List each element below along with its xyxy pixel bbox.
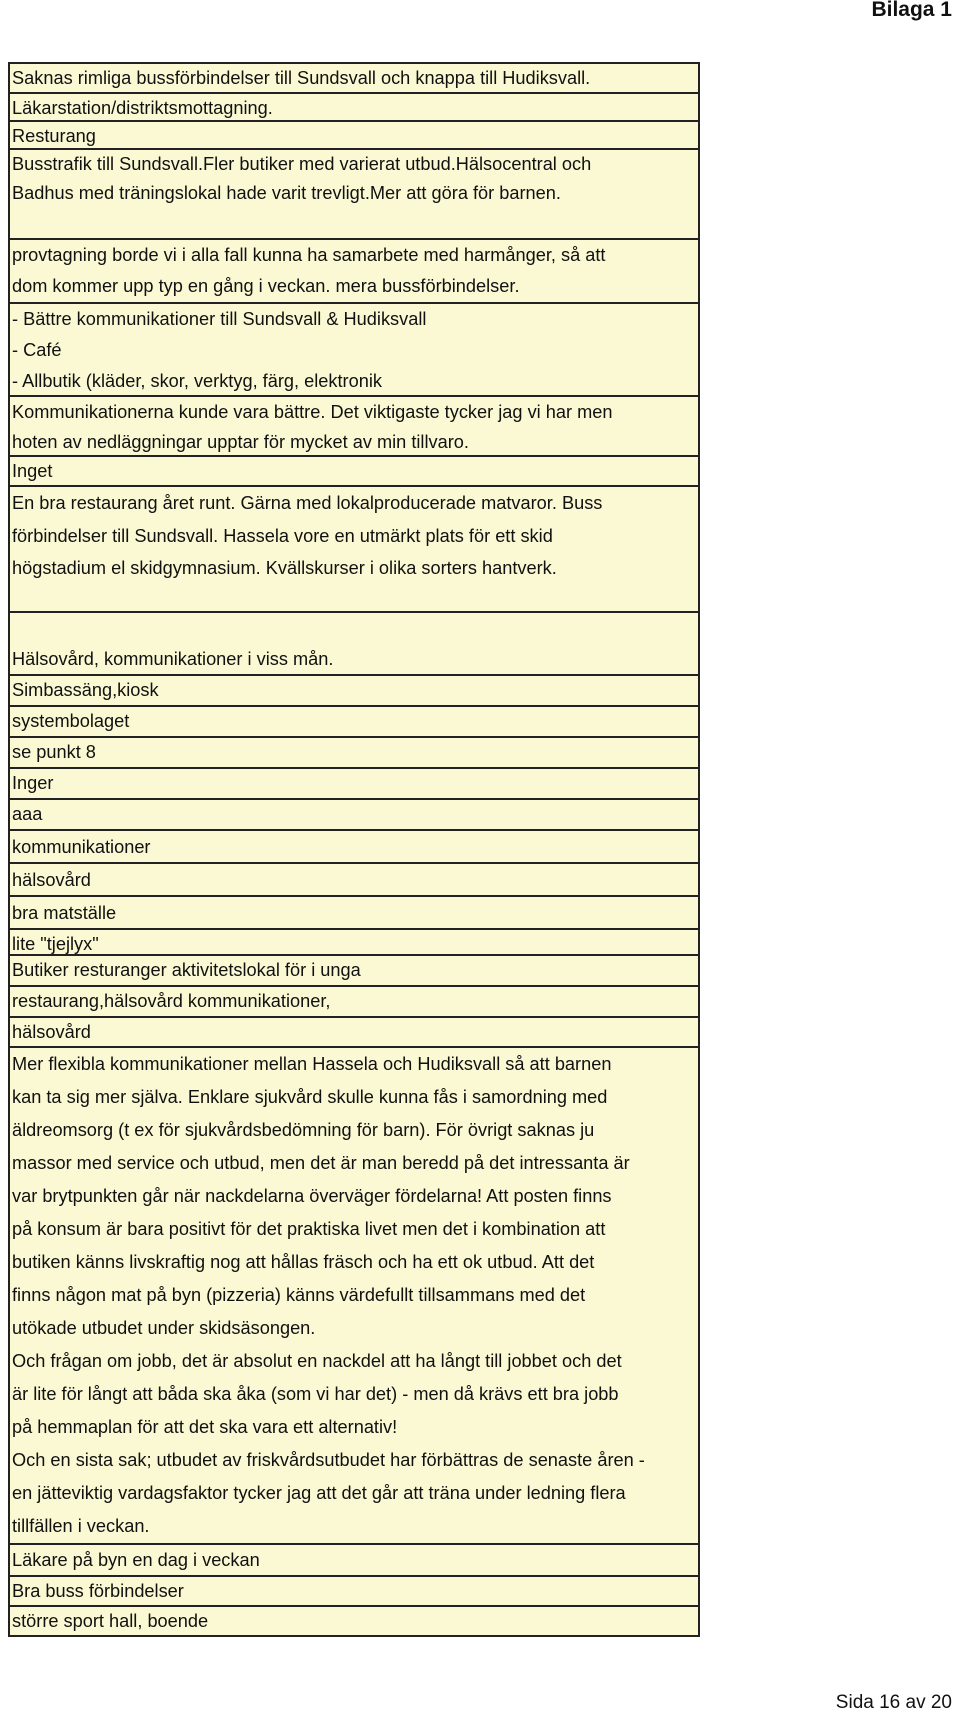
cell-text: hälsovård [12, 1022, 91, 1042]
cell-text: Inget [12, 461, 53, 481]
table-row [8, 94, 700, 122]
table-row [8, 487, 700, 613]
cell-text: tillfällen i veckan. [12, 1516, 150, 1536]
cell-text: utökade utbudet under skidsäsongen. [12, 1318, 316, 1338]
table-row [8, 1048, 700, 1545]
cell-text: Badhus med träningslokal hade varit trevligt.Mer att göra för barnen. [12, 183, 561, 203]
cell-text: var brytpunkten går när nackdelarna överväger fördelarna! Att posten finns [12, 1186, 612, 1206]
cell-text: högstadium el skidgymnasium. Kvällskurser i olika sorters hantverk. [12, 558, 557, 578]
page-header-title: Bilaga 1 [871, 0, 952, 21]
cell-text: Saknas rimliga bussförbindelser till Sundsvall och knappa till Hudiksvall. [12, 68, 591, 88]
cell-text: Och en sista sak; utbudet av friskvårdsutbudet har förbättras de senaste åren - [12, 1450, 645, 1470]
cell-text: provtagning borde vi i alla fall kunna ha samarbete med harmånger, så att [12, 245, 606, 265]
cell-text: restaurang,hälsovård kommunikationer, [12, 991, 331, 1011]
table-row [8, 150, 700, 240]
table-row [8, 738, 700, 769]
table-row [8, 864, 700, 897]
cell-text: kan ta sig mer själva. Enklare sjukvård skulle kunna fås i samordning med [12, 1087, 608, 1107]
table-row [8, 1545, 700, 1577]
cell-text: lite "tjejlyx" [12, 934, 99, 954]
cell-text: systembolaget [12, 711, 130, 731]
cell-text: är lite för långt att båda ska åka (som vi har det) - men då krävs ett bra jobb [12, 1384, 619, 1404]
cell-text: Inger [12, 773, 54, 793]
cell-text: - Allbutik (kläder, skor, verktyg, färg, elektronik [12, 371, 382, 391]
table-row [8, 800, 700, 831]
cell-text: Simbassäng,kiosk [12, 680, 159, 700]
cell-text: Bra buss förbindelser [12, 1581, 184, 1601]
cell-text: Hälsovård, kommunikationer i viss mån. [12, 649, 334, 669]
table-row [8, 676, 700, 707]
cell-text: Och frågan om jobb, det är absolut en nackdel att ha långt till jobbet och det [12, 1351, 622, 1371]
cell-text: Resturang [12, 126, 96, 146]
table-row [8, 769, 700, 800]
table-row [8, 613, 700, 676]
table-row [8, 930, 700, 956]
cell-text: - Café [12, 340, 62, 360]
table-row [8, 1577, 700, 1607]
cell-text: förbindelser till Sundsvall. Hassela vore en utmärkt plats för ett skid [12, 525, 553, 546]
table-row [8, 122, 700, 150]
cell-text: butiken känns livskraftig nog att hållas fräsch och ha ett ok utbud. Att det [12, 1252, 595, 1272]
cell-text: en jätteviktig vardagsfaktor tycker jag att det går att träna under ledning flera [12, 1483, 626, 1503]
table-row [8, 64, 700, 94]
response-table [8, 62, 700, 1637]
cell-text: kommunikationer [12, 837, 151, 857]
table-row [8, 956, 700, 987]
cell-text: - Bättre kommunikationer till Sundsvall & Hudiksvall [12, 309, 427, 329]
cell-text: Läkarstation/distriktsmottagning. [12, 98, 273, 118]
cell-text: Kommunikationerna kunde vara bättre. Det viktigaste tycker jag vi har men [12, 402, 613, 422]
cell-text: Butiker resturanger aktivitetslokal för i unga [12, 960, 361, 980]
cell-text: aaa [12, 804, 43, 824]
cell-text: på hemmaplan för att det ska vara ett alternativ! [12, 1417, 398, 1437]
cell-text: En bra restaurang året runt. Gärna med lokalproducerade matvaror. Buss [12, 493, 603, 513]
table-row [8, 1607, 700, 1637]
table-row [8, 897, 700, 930]
cell-text: hoten av nedläggningar upptar för mycket av min tillvaro. [12, 432, 469, 452]
cell-text: hälsovård [12, 870, 91, 890]
table-row [8, 987, 700, 1018]
table-row [8, 707, 700, 738]
table-row [8, 457, 700, 487]
table-row [8, 304, 700, 397]
cell-text: finns någon mat på byn (pizzeria) känns värdefullt tillsammans med det [12, 1285, 586, 1305]
cell-text: Busstrafik till Sundsvall.Fler butiker med varierat utbud.Hälsocentral och [12, 154, 592, 174]
table-row [8, 831, 700, 864]
table-row [8, 240, 700, 304]
cell-text: bra matställe [12, 903, 117, 923]
cell-text: se punkt 8 [12, 742, 96, 762]
cell-text: massor med service och utbud, men det är man beredd på det intressanta är [12, 1153, 630, 1173]
cell-text: på konsum är bara positivt för det praktiska livet men det i kombination att [12, 1219, 606, 1239]
cell-text: Läkare på byn en dag i veckan [12, 1550, 260, 1570]
cell-text: större sport hall, boende [12, 1611, 209, 1631]
table-row [8, 1018, 700, 1048]
table-row [8, 397, 700, 457]
page-number-footer: Sida 16 av 20 [835, 1692, 952, 1713]
cell-text: Mer flexibla kommunikationer mellan Hassela och Hudiksvall så att barnen [12, 1054, 612, 1074]
cell-text: dom kommer upp typ en gång i veckan. mera bussförbindelser. [12, 276, 520, 296]
cell-text: äldreomsorg (t ex för sjukvårdsbedömning för barn). För övrigt saknas ju [12, 1120, 595, 1140]
